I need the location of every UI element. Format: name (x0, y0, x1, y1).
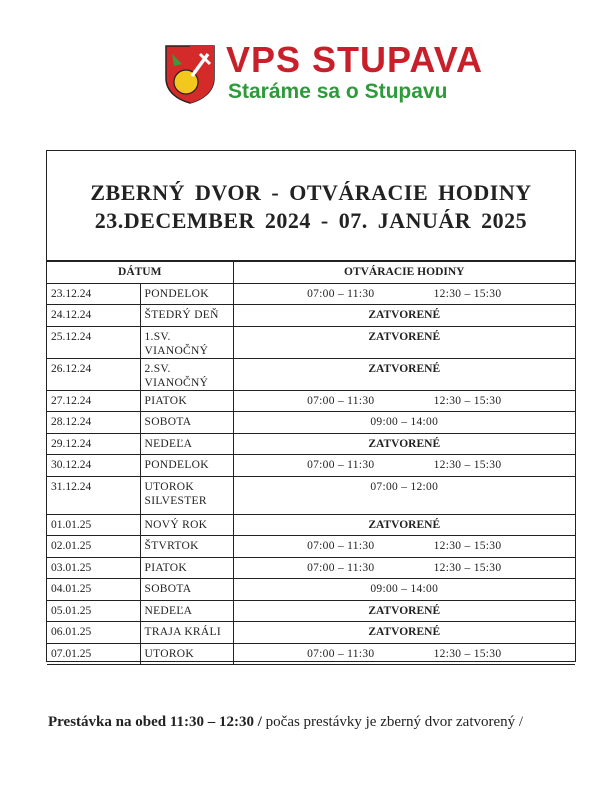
row-day-label: UTOROK (144, 480, 195, 493)
row-date: 30.12.24 (47, 455, 140, 477)
row-day-label: SOBOTA (144, 583, 192, 595)
row-hours: 09:00 – 14:00 (233, 412, 575, 434)
table-row (47, 433, 575, 455)
morning-hours: 07:00 – 11:30 (307, 561, 375, 574)
lunch-break-note (48, 714, 523, 731)
morning-hours: 07:00 – 11:30 (307, 287, 375, 300)
row-closed: ZATVORENÉ (233, 433, 575, 455)
morning-hours: 07:00 – 11:30 (307, 540, 375, 552)
afternoon-hours: 12:30 – 15:30 (433, 540, 502, 552)
row-day (140, 412, 233, 434)
table-row (47, 476, 575, 514)
table-row (47, 622, 575, 644)
row-hours: 09:00 – 14:00 (233, 579, 575, 601)
row-day (140, 390, 233, 412)
row-date: 26.12.24 (47, 358, 140, 390)
row-hours (233, 557, 575, 579)
afternoon-hours: 12:30 – 15:30 (433, 647, 502, 660)
table-row (47, 358, 575, 390)
table-header-row (47, 262, 575, 284)
row-hours (233, 536, 575, 558)
table-row (47, 579, 575, 601)
row-day (140, 326, 233, 358)
row-day (140, 514, 233, 536)
table-row (47, 514, 575, 536)
row-day-label: NOVÝ ROK (144, 518, 208, 531)
row-hours (233, 643, 575, 665)
row-closed: ZATVORENÉ (233, 622, 575, 644)
hours-pair (238, 561, 572, 575)
row-day-label: PONDELOK (144, 287, 209, 300)
row-day (140, 358, 233, 390)
row-day (140, 476, 233, 514)
brand-tagline: Staráme sa o Stupavu (228, 80, 448, 103)
row-hours: 07:00 – 12:00 (233, 476, 575, 514)
hours-pair (238, 287, 572, 301)
row-day-label: PIATOK (144, 394, 187, 407)
row-date: 05.01.25 (47, 600, 140, 622)
row-day (140, 433, 233, 455)
page-title (47, 151, 575, 261)
table-row (47, 600, 575, 622)
row-day-label: NEDEĽA (144, 437, 193, 450)
hours-pair (238, 647, 572, 661)
row-closed: ZATVORENÉ (233, 305, 575, 327)
row-hours (233, 455, 575, 477)
row-day-label: NEDEĽA (144, 604, 193, 617)
row-day-label: TRAJA KRÁLI (144, 626, 221, 638)
table-row (47, 390, 575, 412)
table-row (47, 283, 575, 305)
row-day-label: 1.SV. VIANOČNÝ (144, 330, 209, 357)
row-day-label: SOBOTA (144, 416, 192, 428)
row-date: 23.12.24 (47, 283, 140, 305)
row-closed: ZATVORENÉ (233, 514, 575, 536)
afternoon-hours: 12:30 – 15:30 (433, 561, 502, 574)
row-date: 27.12.24 (47, 390, 140, 412)
row-day (140, 579, 233, 601)
row-day (140, 305, 233, 327)
row-day (140, 455, 233, 477)
row-day-label: 2.SV. VIANOČNÝ (144, 362, 209, 389)
coat-of-arms-icon (164, 44, 216, 104)
row-date: 03.01.25 (47, 557, 140, 579)
note-bold: Prestávka na obed 11:30 – 12:30 / (48, 714, 262, 730)
row-hours (233, 390, 575, 412)
table-row (47, 536, 575, 558)
table-row (47, 412, 575, 434)
row-day (140, 600, 233, 622)
row-date: 28.12.24 (47, 412, 140, 434)
row-hours (233, 283, 575, 305)
title-line-1: ZBERNÝ DVOR - OTVÁRACIE HODINY (90, 180, 532, 205)
hours-pair (238, 458, 572, 472)
row-date: 24.12.24 (47, 305, 140, 327)
table-row (47, 643, 575, 665)
header-date: DÁTUM (47, 262, 233, 284)
morning-hours: 07:00 – 11:30 (307, 394, 375, 407)
hours-pair (238, 539, 572, 553)
row-closed: ZATVORENÉ (233, 326, 575, 358)
row-date: 25.12.24 (47, 326, 140, 358)
brand-name: VPS STUPAVA (226, 39, 484, 80)
table-row (47, 557, 575, 579)
row-day-label-2: SILVESTER (144, 494, 207, 507)
table-row (47, 305, 575, 327)
schedule-box (46, 150, 576, 662)
note-rest: počas prestávky je zberný dvor zatvorený / (261, 714, 524, 730)
row-date: 31.12.24 (47, 476, 140, 514)
row-closed: ZATVORENÉ (233, 358, 575, 390)
row-date: 29.12.24 (47, 433, 140, 455)
row-closed: ZATVORENÉ (233, 600, 575, 622)
row-day (140, 622, 233, 644)
afternoon-hours: 12:30 – 15:30 (433, 394, 502, 407)
schedule-table (47, 261, 575, 665)
row-day-label: PONDELOK (144, 459, 209, 471)
row-day-label: PIATOK (144, 561, 187, 574)
row-date: 01.01.25 (47, 514, 140, 536)
row-day (140, 557, 233, 579)
table-row (47, 326, 575, 358)
morning-hours: 07:00 – 11:30 (307, 459, 375, 471)
header-hours: OTVÁRACIE HODINY (233, 262, 575, 284)
row-date: 04.01.25 (47, 579, 140, 601)
row-day-label: UTOROK (144, 647, 195, 660)
row-date: 06.01.25 (47, 622, 140, 644)
row-day-label: ŠTEDRÝ DEŇ (144, 309, 219, 321)
row-date: 07.01.25 (47, 643, 140, 665)
table-row (47, 455, 575, 477)
hours-pair (238, 394, 572, 408)
row-day (140, 643, 233, 665)
title-line-2: 23.DECEMBER 2024 - 07. JANUÁR 2025 (94, 208, 528, 233)
morning-hours: 07:00 – 11:30 (307, 647, 375, 660)
afternoon-hours: 12:30 – 15:30 (433, 287, 502, 300)
row-day-label: ŠTVRTOK (144, 540, 199, 552)
row-date: 02.01.25 (47, 536, 140, 558)
afternoon-hours: 12:30 – 15:30 (433, 459, 502, 471)
row-day (140, 536, 233, 558)
row-day (140, 283, 233, 305)
